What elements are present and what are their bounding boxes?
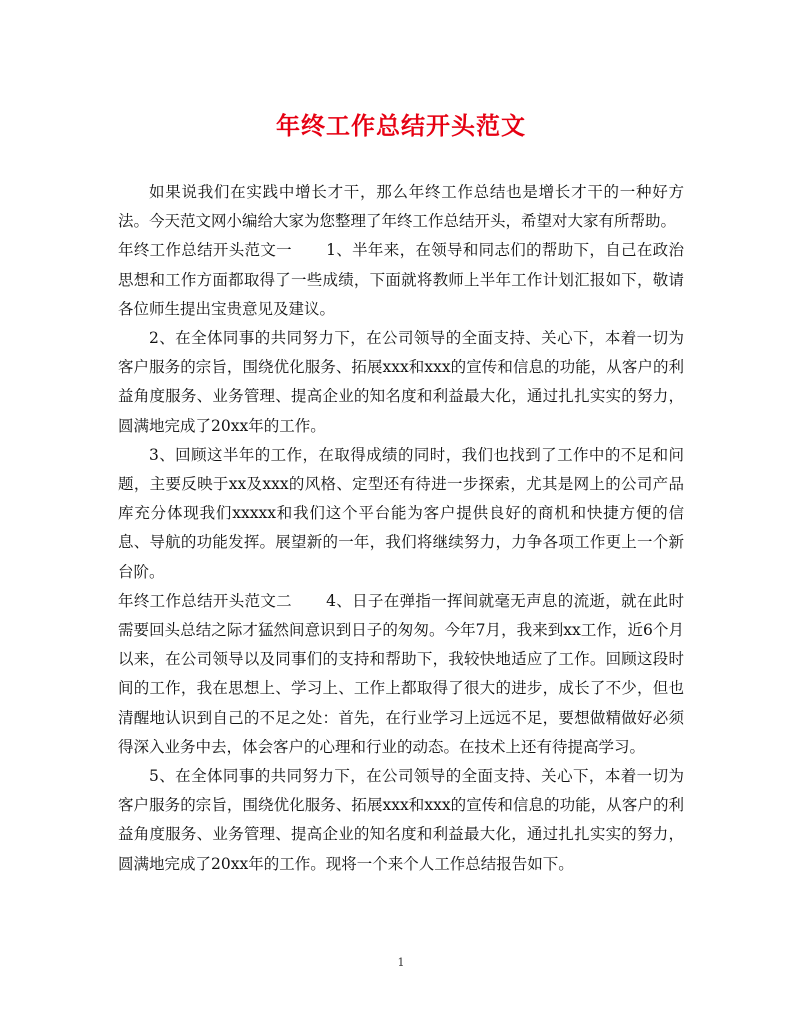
paragraph-item-5 [118, 762, 684, 879]
paragraph-text: 1、半年来，在领导和同志们的帮助下，自己在政治思想和工作方面都取得了一些成绩，下面就将教师上半年工作计划汇报如下，敬请各位师生提出宝贵意见及建议。 [118, 241, 684, 318]
paragraph-text: 如果说我们在实践中增长才干，那么年终工作总结也是增长才干的一种好方法。今天范文网小编给大家为您整理了年终工作总结开头，希望对大家有所帮助。 [118, 183, 684, 231]
section-heading: 年终工作总结开头范文二 [118, 591, 293, 610]
paragraph-text: 2、在全体同事的共同努力下，在公司领导的全面支持、关心下，本着一切为客户服务的宗旨，围绕优化服务、拓展xxx和xxx的宣传和信息的功能，从客户的利益角度服务、业务管理、提高企业的知名度和利益最大化，通过扎扎实实的努力，圆满地完成了20xx年的工作。 [118, 329, 684, 435]
page-number: 1 [397, 956, 405, 969]
document-body [118, 178, 684, 879]
paragraph-section-one [118, 236, 684, 324]
paragraph-intro [118, 178, 684, 236]
paragraph-text: 3、回顾这半年的工作，在取得成绩的同时，我们也找到了工作中的不足和问题，主要反映于xx及xxx的风格、定型还有待进一步探索，尤其是网上的公司产品库充分体现我们xxxxx和我们这个平台能为客户提供良好的商机和快捷方便的信息、导航的功能发挥。展望新的一年，我们将继续努力，力争各项工作更上一个新台阶。 [118, 445, 684, 581]
paragraph-item-3 [118, 441, 684, 587]
paragraph-text: 4、日子在弹指一挥间就毫无声息的流逝，就在此时需要回头总结之际才猛然间意识到日子的匆匆。今年7月，我来到xx工作，近6个月以来，在公司领导以及同事们的支持和帮助下，我较快地适应了工作。回顾这段时间的工作，我在思想上、学习上、工作上都取得了很大的进步，成长了不少，但也清醒地认识到自己的不足之处：首先，在行业学习上远远不足，要想做精做好必须得深入业务中去，体会客户的心理和行业的动态。在技术上还有待提高学习。 [118, 591, 684, 756]
paragraph-text: 5、在全体同事的共同努力下，在公司领导的全面支持、关心下，本着一切为客户服务的宗旨，围绕优化服务、拓展xxx和xxx的宣传和信息的功能，从客户的利益角度服务、业务管理、提高企业的知名度和利益最大化，通过扎扎实实的努力，圆满地完成了20xx年的工作。现将一个来个人工作总结报告如下。 [118, 767, 684, 873]
section-heading: 年终工作总结开头范文一 [118, 241, 293, 260]
paragraph-section-two [118, 587, 684, 762]
paragraph-item-2 [118, 324, 684, 441]
document-title: 年终工作总结开头范文 [276, 111, 526, 140]
